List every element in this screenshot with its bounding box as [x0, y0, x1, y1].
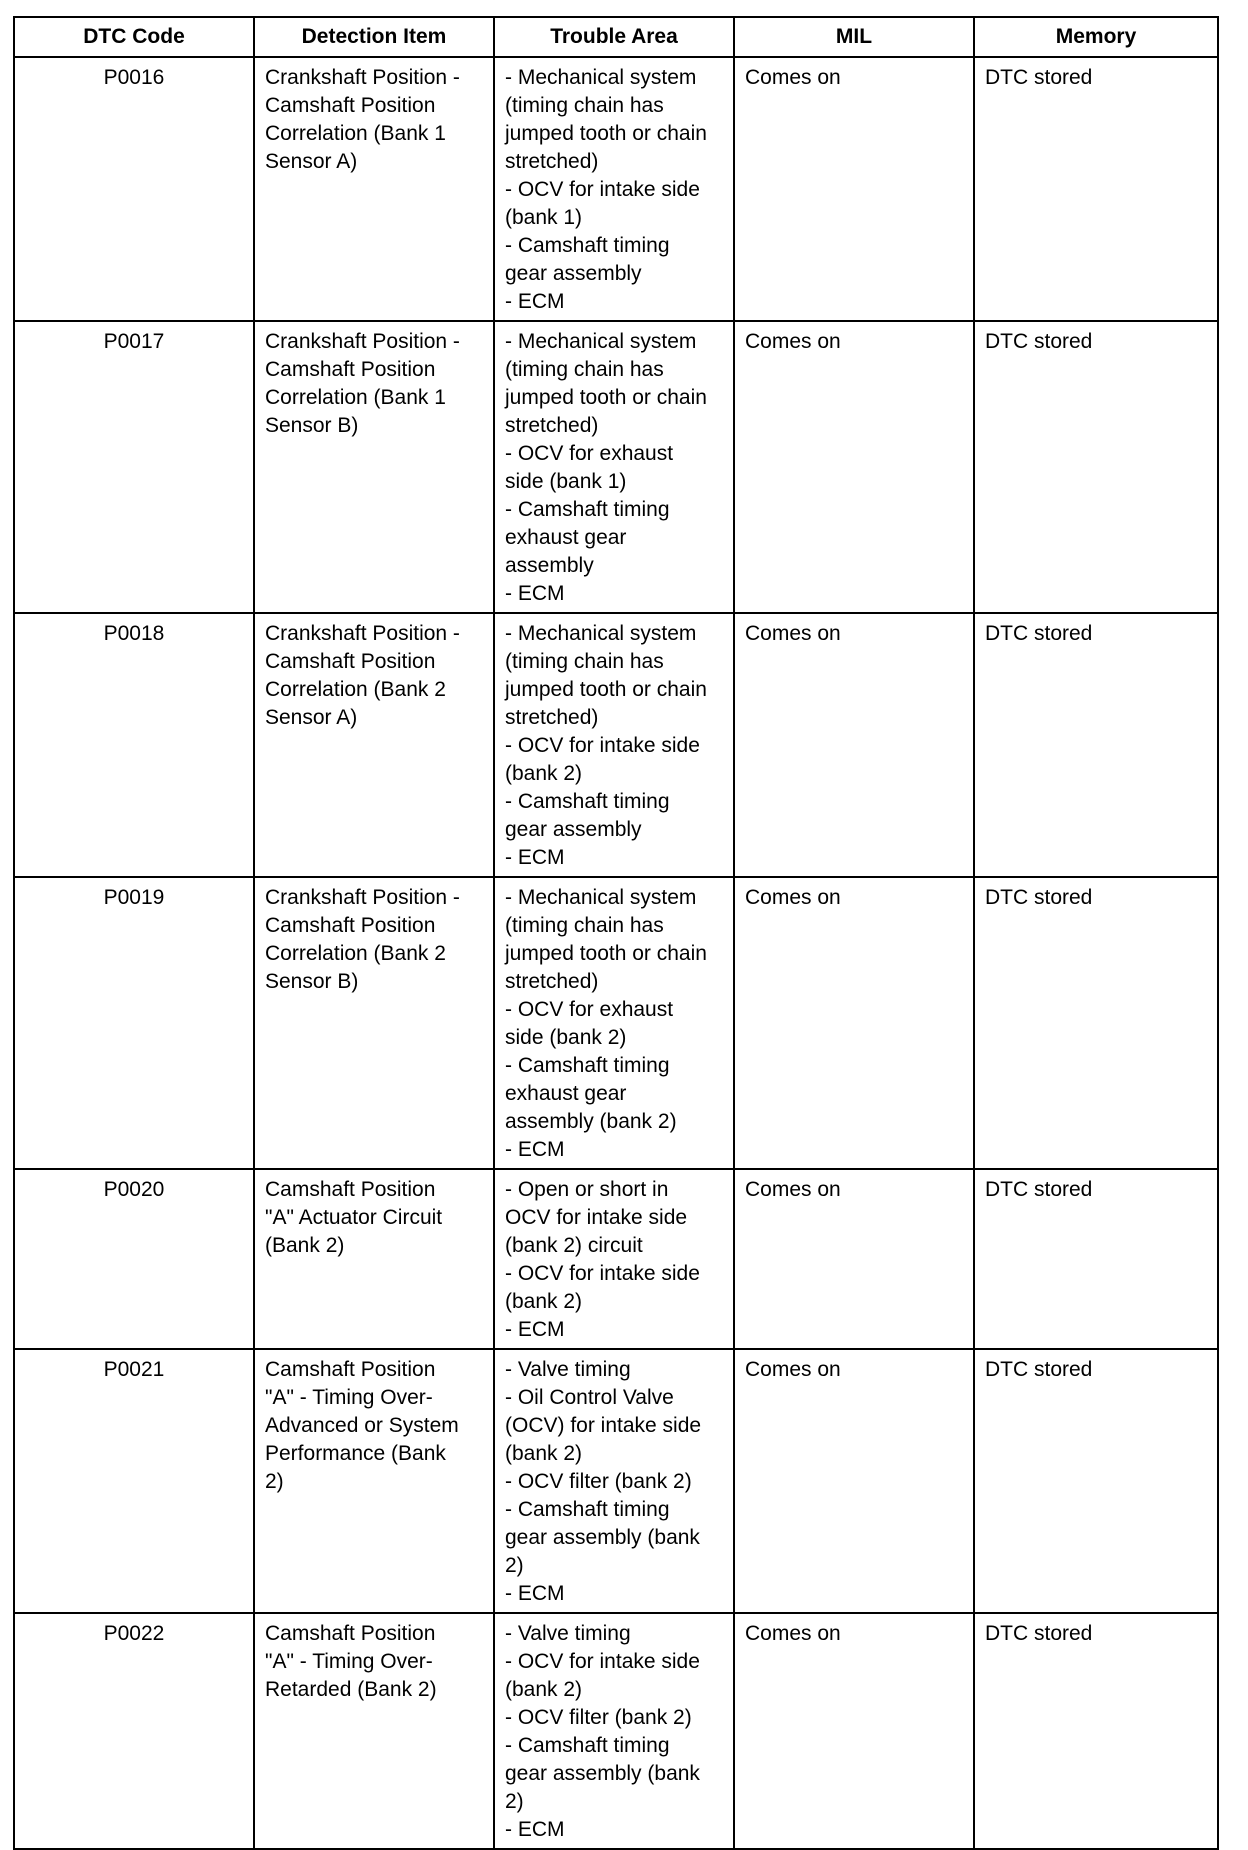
memory-cell: DTC stored	[974, 321, 1218, 613]
mil-cell: Comes on	[734, 1349, 974, 1613]
mil-cell: Comes on	[734, 57, 974, 321]
mil-cell: Comes on	[734, 877, 974, 1169]
detection-item-cell: Camshaft Position "A" - Timing Over- Advanced or System Performance (Bank 2)	[254, 1349, 494, 1613]
mil-cell: Comes on	[734, 1169, 974, 1349]
header-dtc-code: DTC Code	[14, 17, 254, 57]
memory-cell: DTC stored	[974, 1349, 1218, 1613]
memory-cell: DTC stored	[974, 613, 1218, 877]
dtc-code-cell: P0021	[14, 1349, 254, 1613]
header-trouble-area: Trouble Area	[494, 17, 734, 57]
detection-item-cell: Crankshaft Position - Camshaft Position Correlation (Bank 1 Sensor A)	[254, 57, 494, 321]
mil-cell: Comes on	[734, 1613, 974, 1849]
trouble-area-cell: - Mechanical system (timing chain has jumped tooth or chain stretched) - OCV for intake side (bank 2) - Camshaft timing gear assembly - ECM	[494, 613, 734, 877]
table-row	[14, 1613, 1218, 1849]
dtc-code-cell: P0019	[14, 877, 254, 1169]
trouble-area-cell: - Mechanical system (timing chain has jumped tooth or chain stretched) - OCV for intake side (bank 1) - Camshaft timing gear assembly - ECM	[494, 57, 734, 321]
detection-item-cell: Crankshaft Position - Camshaft Position Correlation (Bank 2 Sensor B)	[254, 877, 494, 1169]
detection-item-cell: Crankshaft Position - Camshaft Position Correlation (Bank 2 Sensor A)	[254, 613, 494, 877]
detection-item-cell: Camshaft Position "A" Actuator Circuit (Bank 2)	[254, 1169, 494, 1349]
detection-item-cell: Crankshaft Position - Camshaft Position Correlation (Bank 1 Sensor B)	[254, 321, 494, 613]
table-row	[14, 57, 1218, 321]
header-memory: Memory	[974, 17, 1218, 57]
dtc-code-cell: P0016	[14, 57, 254, 321]
memory-cell: DTC stored	[974, 57, 1218, 321]
dtc-table	[13, 16, 1219, 1850]
dtc-code-cell: P0020	[14, 1169, 254, 1349]
detection-item-cell: Camshaft Position "A" - Timing Over- Retarded (Bank 2)	[254, 1613, 494, 1849]
dtc-code-cell: P0018	[14, 613, 254, 877]
memory-cell: DTC stored	[974, 877, 1218, 1169]
memory-cell: DTC stored	[974, 1613, 1218, 1849]
table-row	[14, 321, 1218, 613]
table-header	[14, 17, 1218, 57]
header-mil: MIL	[734, 17, 974, 57]
trouble-area-cell: - Open or short in OCV for intake side (bank 2) circuit - OCV for intake side (bank 2) - ECM	[494, 1169, 734, 1349]
mil-cell: Comes on	[734, 613, 974, 877]
table-row	[14, 613, 1218, 877]
table-row	[14, 1169, 1218, 1349]
mil-cell: Comes on	[734, 321, 974, 613]
header-detection-item: Detection Item	[254, 17, 494, 57]
trouble-area-cell: - Mechanical system (timing chain has jumped tooth or chain stretched) - OCV for exhaust side (bank 2) - Camshaft timing exhaust gear assembly (bank 2) - ECM	[494, 877, 734, 1169]
trouble-area-cell: - Valve timing - OCV for intake side (bank 2) - OCV filter (bank 2) - Camshaft timing gear assembly (bank 2) - ECM	[494, 1613, 734, 1849]
trouble-area-cell: - Mechanical system (timing chain has jumped tooth or chain stretched) - OCV for exhaust side (bank 1) - Camshaft timing exhaust gear assembly - ECM	[494, 321, 734, 613]
table-body	[14, 57, 1218, 1849]
table-row	[14, 877, 1218, 1169]
dtc-code-cell: P0022	[14, 1613, 254, 1849]
trouble-area-cell: - Valve timing - Oil Control Valve (OCV) for intake side (bank 2) - OCV filter (bank 2) - Camshaft timing gear assembly (bank 2) - ECM	[494, 1349, 734, 1613]
dtc-code-cell: P0017	[14, 321, 254, 613]
memory-cell: DTC stored	[974, 1169, 1218, 1349]
header-row	[14, 17, 1218, 57]
table-row	[14, 1349, 1218, 1613]
